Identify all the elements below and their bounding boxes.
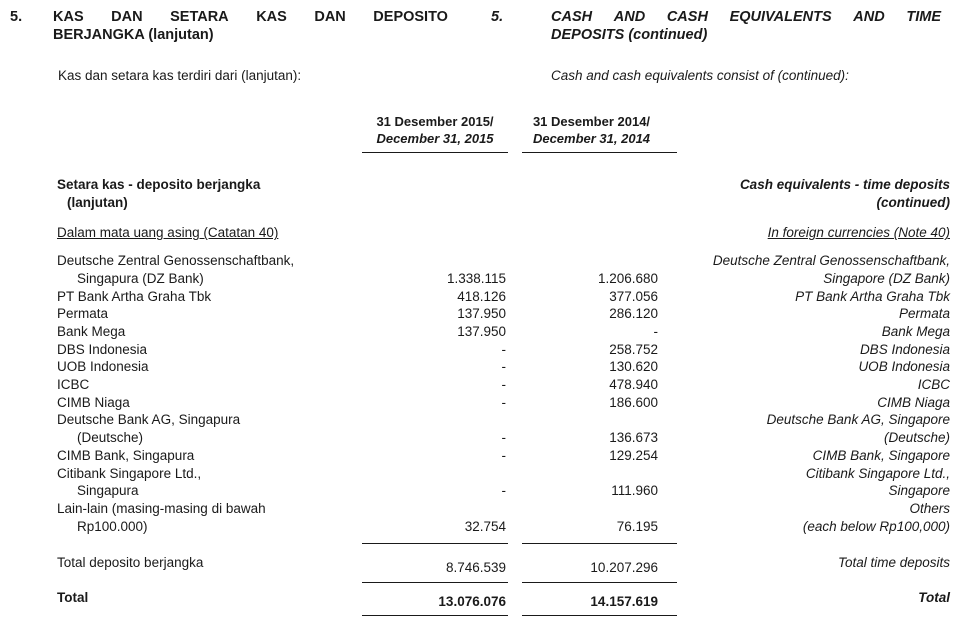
row-value-2014: 130.620	[609, 359, 658, 375]
row-label-id	[57, 323, 362, 341]
time-deposits-table	[57, 176, 950, 617]
total-value-2014: 14.157.619	[590, 593, 658, 609]
row-value-2014: 111.960	[611, 483, 658, 499]
row-label-id-line: CIMB Niaga	[57, 394, 130, 410]
row-value-2015: -	[501, 483, 506, 499]
row-value-2015: 1.338.115	[446, 270, 506, 286]
section-title-id-line1: KAS DAN SETARA KAS DAN DEPOSITO	[53, 9, 448, 25]
row-label-en	[677, 500, 950, 535]
row-label-id-line: ICBC	[57, 377, 90, 393]
section-label-id-line1: Setara kas - deposito berjangka	[57, 177, 261, 192]
subtotal-value-2014: 10.207.296	[590, 559, 658, 575]
total-value-2015: 13.076.076	[438, 593, 506, 609]
row-label-id-line: Singapura	[77, 483, 139, 499]
table-row	[57, 500, 950, 535]
row-label-id-line: Rp100.000)	[77, 518, 148, 534]
row-label-id-line: Deutsche Zentral Genossenschaftbank,	[57, 253, 295, 269]
row-label-en-line: Deutsche Zentral Genossenschaftbank,	[712, 253, 950, 269]
row-label-en-line: DBS Indonesia	[859, 341, 950, 357]
row-value-2014: 76.195	[616, 518, 658, 534]
row-value-2014: 129.254	[609, 447, 658, 463]
row-value-2014: 258.752	[609, 341, 658, 357]
table-row	[57, 358, 950, 376]
table-row	[57, 376, 950, 394]
subtotal-label-en: Total time deposits	[837, 555, 950, 571]
column-header-2014-id: 31 Desember 2014/	[532, 114, 651, 129]
section-heading-en	[491, 8, 946, 44]
column-header-2015	[362, 114, 508, 153]
row-label-id	[57, 358, 362, 376]
rule-line-2014	[522, 543, 677, 544]
row-value-2014: 1.206.680	[597, 270, 658, 286]
table-row	[57, 323, 950, 341]
section-title-id-line2: BERJANGKA (lanjutan)	[53, 27, 214, 43]
row-label-en-line: Citibank Singapore Ltd.,	[805, 465, 950, 481]
row-value-2015: -	[501, 394, 506, 410]
row-value-2015: 32.754	[464, 518, 506, 534]
total-label-en: Total	[918, 590, 950, 606]
column-header-2014	[522, 114, 677, 153]
row-value-2014: 186.600	[609, 394, 658, 410]
section-number-id: 5.	[10, 9, 23, 25]
table-rows	[57, 252, 950, 535]
row-label-en-line: Permata	[898, 306, 950, 322]
subheader-text-en: In foreign currencies (Note 40)	[767, 225, 950, 241]
row-label-id-line: Permata	[57, 306, 109, 322]
row-label-en	[677, 341, 950, 359]
table-row	[57, 252, 950, 287]
rule-line-2014	[522, 582, 677, 583]
column-header-2014-en: December 31, 2014	[532, 130, 651, 146]
column-header-2015-id: 31 Desember 2015/	[376, 114, 494, 129]
section-label-en-line2: (continued)	[876, 194, 950, 210]
rule-line-2015	[362, 582, 508, 583]
row-value-2014: 478.940	[609, 377, 658, 393]
intro-text-en: Cash and cash equivalents consist of (continued):	[551, 68, 849, 83]
table-subheader	[57, 224, 950, 242]
subheader-text-id: Dalam mata uang asing (Catatan 40)	[57, 225, 279, 241]
row-label-en-line: CIMB Bank, Singapore	[812, 447, 950, 463]
column-header-2015-en: December 31, 2015	[376, 130, 494, 146]
total-label-id: Total	[57, 590, 89, 606]
row-value-2014: -	[653, 323, 658, 339]
row-label-en	[677, 394, 950, 412]
row-label-id-line: DBS Indonesia	[57, 341, 148, 357]
row-value-2015: -	[501, 447, 506, 463]
row-label-en	[677, 288, 950, 306]
row-label-en-line: PT Bank Artha Graha Tbk	[795, 288, 950, 304]
row-label-en-line: UOB Indonesia	[858, 359, 950, 375]
row-label-en-line: ICBC	[917, 377, 950, 393]
row-label-id	[57, 394, 362, 412]
row-label-id-line: Singapura (DZ Bank)	[77, 270, 204, 286]
row-label-en-line: Others	[909, 500, 950, 516]
row-label-en-line: (Deutsche)	[883, 430, 950, 446]
row-value-2015: 137.950	[457, 323, 506, 339]
row-label-id	[57, 288, 362, 306]
row-label-id	[57, 341, 362, 359]
table-row	[57, 305, 950, 323]
row-value-2015: -	[501, 430, 506, 446]
subtotal-value-2015: 8.746.539	[445, 559, 506, 575]
row-label-id-line: (Deutsche)	[77, 430, 144, 446]
row-value-2015: -	[501, 359, 506, 375]
row-value-2015: 137.950	[457, 306, 506, 322]
row-label-id	[57, 252, 362, 287]
row-label-id	[57, 465, 362, 500]
row-label-en-line: (each below Rp100,000)	[802, 518, 950, 534]
grand-total-row	[57, 583, 950, 610]
row-label-en	[677, 465, 950, 500]
section-label-en-line1: Cash equivalents - time deposits	[739, 177, 950, 192]
row-label-en	[677, 447, 950, 465]
row-label-id	[57, 305, 362, 323]
row-value-2014: 286.120	[609, 306, 658, 322]
row-label-id-line: UOB Indonesia	[57, 359, 149, 375]
row-label-en	[677, 252, 950, 287]
subtotal-label-id: Total deposito berjangka	[57, 555, 204, 571]
rule-line-2015	[362, 543, 508, 544]
section-heading-id	[10, 8, 453, 44]
row-label-en	[677, 376, 950, 394]
row-value-2014: 136.673	[609, 430, 658, 446]
table-row	[57, 341, 950, 359]
row-label-id-line: Deutsche Bank AG, Singapura	[57, 412, 241, 428]
subheader-label-en	[677, 224, 950, 242]
row-label-en-line: Singapore (DZ Bank)	[823, 270, 950, 286]
section-title-en-line2: DEPOSITS (continued)	[551, 27, 708, 43]
table-section-header	[57, 176, 950, 211]
table-row	[57, 288, 950, 306]
row-label-id-line: Bank Mega	[57, 323, 126, 339]
row-label-id	[57, 500, 362, 535]
subtotal-row	[57, 544, 950, 576]
row-label-en	[677, 411, 950, 446]
row-label-en	[677, 358, 950, 376]
section-title-en-line1: CASH AND CASH EQUIVALENTS AND TIME	[551, 9, 941, 25]
row-label-id-line: Lain-lain (masing-masing di bawah	[57, 500, 266, 516]
intro-text-id: Kas dan setara kas terdiri dari (lanjutan):	[58, 68, 302, 83]
section-label-id-line2: (lanjutan)	[67, 194, 128, 210]
row-label-en	[677, 323, 950, 341]
row-label-en-line: CIMB Niaga	[877, 394, 950, 410]
row-label-id-line: PT Bank Artha Graha Tbk	[57, 288, 212, 304]
row-label-id	[57, 447, 362, 465]
row-label-id-line: CIMB Bank, Singapura	[57, 447, 195, 463]
row-value-2015: -	[501, 341, 506, 357]
row-label-en-line: Singapore	[888, 483, 950, 499]
row-label-id	[57, 411, 362, 446]
row-label-id-line: Citibank Singapore Ltd.,	[57, 465, 202, 481]
table-row	[57, 411, 950, 446]
row-label-id	[57, 376, 362, 394]
table-row	[57, 394, 950, 412]
row-value-2015: 418.126	[457, 288, 506, 304]
section-label-id	[57, 176, 362, 211]
section-number-en: 5.	[491, 9, 504, 25]
table-row	[57, 447, 950, 465]
row-label-en-line: Deutsche Bank AG, Singapore	[766, 412, 950, 428]
row-value-2015: -	[501, 377, 506, 393]
table-row	[57, 465, 950, 500]
row-value-2014: 377.056	[609, 288, 658, 304]
row-label-en-line: Bank Mega	[881, 323, 950, 339]
section-label-en	[677, 176, 950, 211]
subheader-label-id	[57, 224, 362, 242]
row-label-en	[677, 305, 950, 323]
